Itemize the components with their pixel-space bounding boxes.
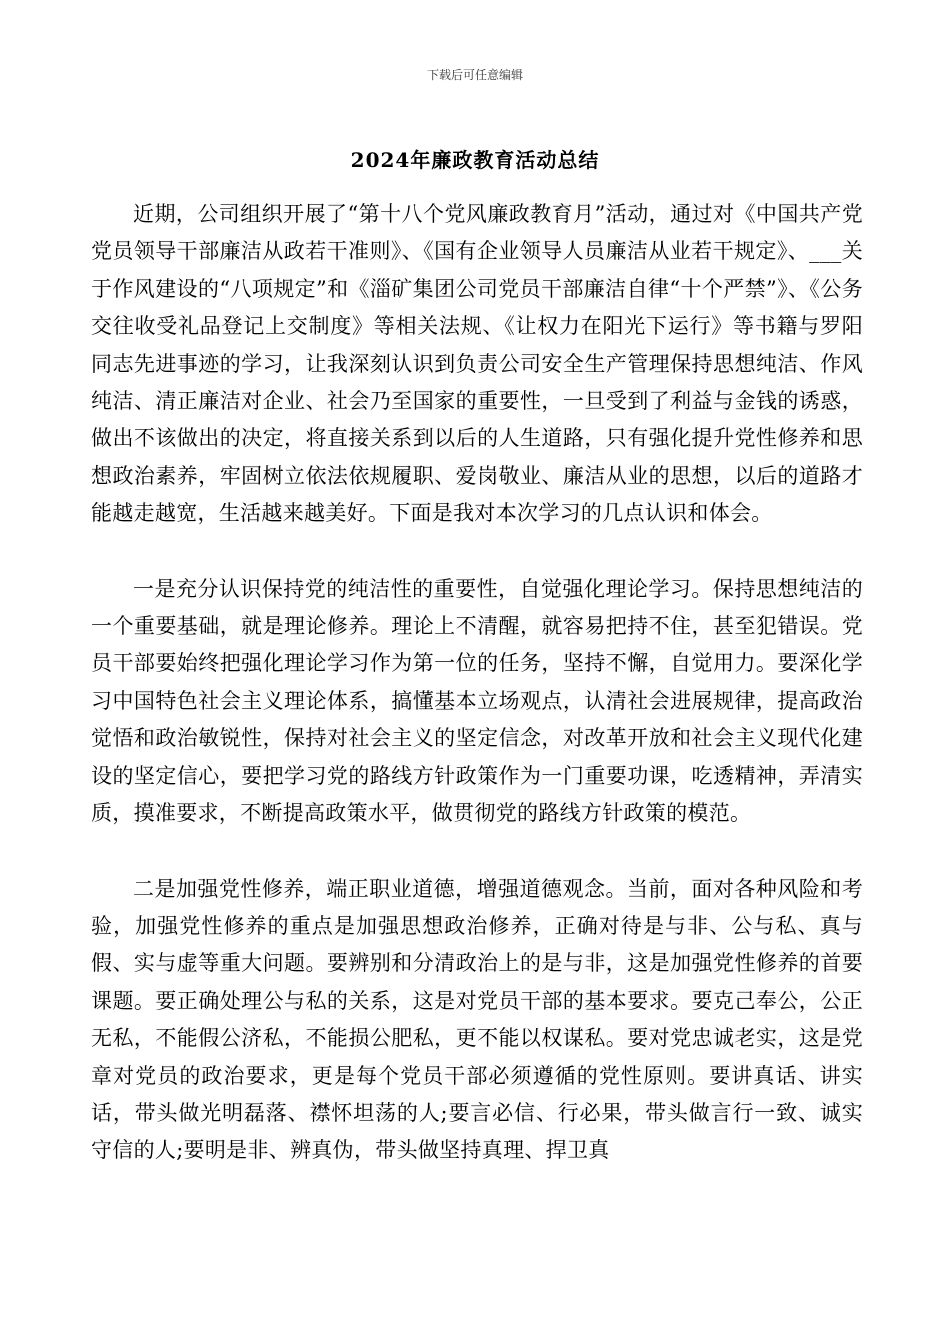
paragraph-point-one: 一是充分认识保持党的纯洁性的重要性，自觉强化理论学习。保持思想纯洁的一个重要基础，就是理论修养。理论上不清醒，就容易把持不住，甚至犯错误。党员干部要始终把强化理论学习作为第一位的任务，坚持不懈，自觉用力。要深化学习中国特色社会主义理论体系，搞懂基本立场观点，认清社会进展规律，提高政治觉悟和政治敏锐性，保持对社会主义的坚定信念，对改革开放和社会主义现代化建设的坚定信心，要把学习党的路线方针政策作为一门重要功课，吃透精神，弄清实质，摸准要求，不断提高政策水平，做贯彻党的路线方针政策的模范。 xyxy=(91,576,863,826)
page-header-note: 下载后可任意编辑 xyxy=(426,68,523,82)
paragraph-point-two: 二是加强党性修养，端正职业道德，增强道德观念。当前，面对各种风险和考验，加强党性修养的重点是加强思想政治修养，正确对待是与非、公与私、真与假、实与虚等重大问题。要辨别和分清政治上的是与非，这是加强党性修养的首要课题。要正确处理公与私的关系，这是对党员干部的基本要求。要克己奉公，公正无私，不能假公济私，不能损公肥私，更不能以权谋私。要对党忠诚老实，这是党章对党员的政治要求，更是每个党员干部必须遵循的党性原则。要讲真话、讲实话，带头做光明磊落、襟怀坦荡的人;要言必信、行必果，带头做言行一致、诚实守信的人;要明是非、辨真伪，带头做坚持真理、捍卫真 xyxy=(91,876,863,1163)
paragraph-intro: 近期，公司组织开展了“第十八个党风廉政教育月”活动，通过对《中国共产党党员领导干部廉洁从政若干准则》、《国有企业领导人员廉洁从业若干规定》、___关于作风建设的“八项规定”和《淄矿集团公司党员干部廉洁自律“十个严禁”》、《公务交往收受礼品登记上交制度》等相关法规、《让权力在阳光下运行》等书籍与罗阳同志先进事迹的学习，让我深刻认识到负责公司安全生产管理保持思想纯洁、作风纯洁、清正廉洁对企业、社会乃至国家的重要性，一旦受到了利益与金钱的诱惑，做出不该做出的决定，将直接关系到以后的人生道路，只有强化提升党性修养和思想政治素养，牢固树立依法依规履职、爱岗敬业、廉洁从业的思想，以后的道路才能越走越宽，生活越来越美好。下面是我对本次学习的几点认识和体会。 xyxy=(91,202,863,526)
document-title: 2024年廉政教育活动总结 xyxy=(350,148,600,172)
document-body xyxy=(91,196,863,1208)
